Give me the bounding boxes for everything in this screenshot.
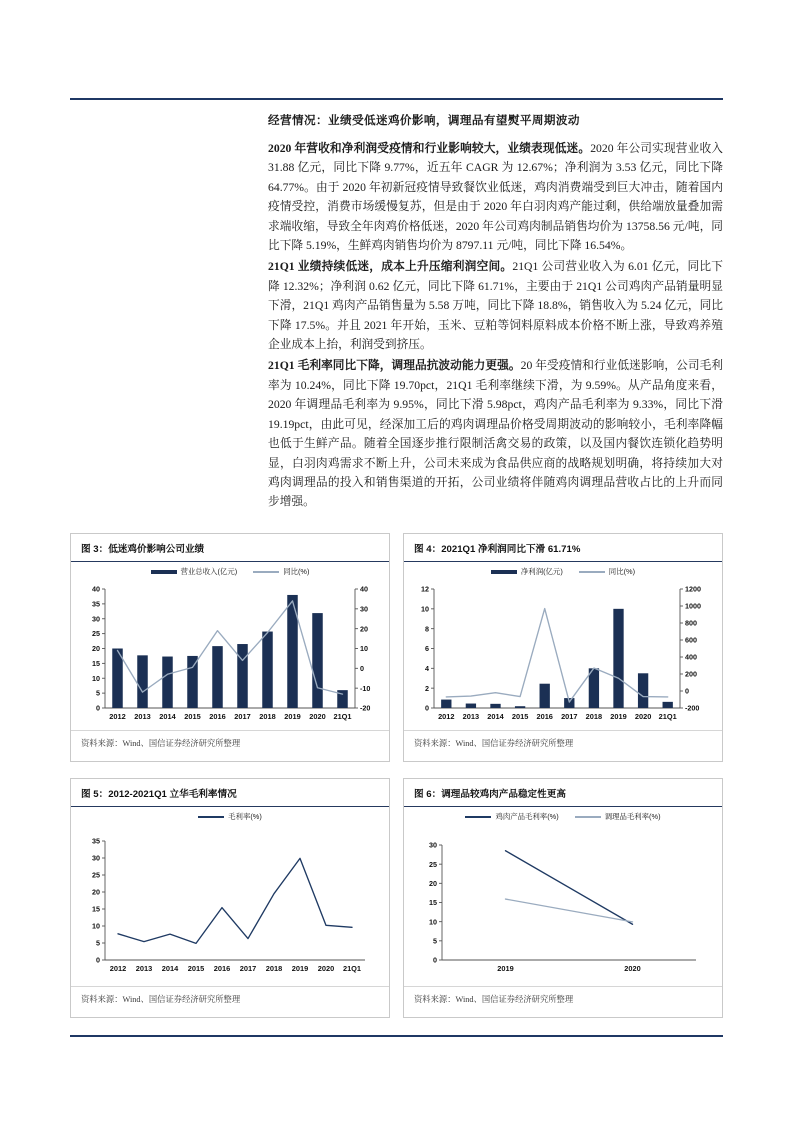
svg-text:21Q1: 21Q1 [333,712,352,721]
paragraph-2-lead: 21Q1 业绩持续低迷，成本上升压缩利润空间。 [268,260,513,274]
svg-text:20: 20 [92,887,100,897]
svg-text:2019: 2019 [610,712,627,721]
svg-text:21Q1: 21Q1 [342,964,362,973]
svg-text:35: 35 [92,599,100,609]
paragraph-2 [268,257,723,354]
svg-text:10: 10 [421,604,429,614]
legend-label: 同比(%) [283,567,310,576]
svg-text:2019: 2019 [284,712,301,721]
legend-label: 调理品毛利率(%) [604,812,661,821]
figure-3 [70,533,390,762]
svg-text:0: 0 [360,663,364,673]
svg-text:20: 20 [92,644,100,654]
figure-3-source: 资料来源：Wind、国信证券经济研究所整理 [71,730,389,754]
svg-text:0: 0 [685,686,689,696]
paragraph-3-body: 20 年受疫情和行业低迷影响，公司毛利率为 10.24%，同比下降 19.70pct，21Q1 毛利率继续下滑，为 9.59%。从产品角度来看，2020 年调理品毛利率为 9.95%，同比下滑 5.98pct，鸡肉产品毛利率为 9.33%，同比下滑 19.19pct，由此可见，经深加工后的鸡肉调理品价格受周期波动的影响较小，毛利率降幅也低于生鲜产品。随着全国逐步推行限制活禽交易的政策，以及国内餐饮连锁化趋势明显，白羽肉鸡需求不断上升，公司未来成为食品供应商的战略规划明确，将持续加大对鸡肉调理品的投入和销售渠道的开拓，公司业绩将伴随鸡肉调理品营收占比的上升而同步增强。 [268,359,723,509]
svg-text:35: 35 [92,836,100,846]
svg-text:30: 30 [429,840,437,850]
svg-text:2: 2 [425,683,429,693]
figure-6 [403,778,723,1018]
legend-label: 鸡肉产品毛利率(%) [495,812,559,821]
figure-4-title: 图 4：2021Q1 净利润同比下滑 61.71% [404,534,722,562]
svg-text:2016: 2016 [213,964,231,973]
figure-4-plot-area [404,562,722,730]
svg-text:10: 10 [360,644,368,654]
svg-text:2015: 2015 [184,712,201,721]
svg-text:0: 0 [433,955,437,965]
svg-text:2012: 2012 [109,964,127,973]
paragraph-1-body: 2020 年公司实现营业收入 31.88 亿元，同比下降 9.77%，近五年 CAGR 为 12.67%；净利润为 3.53 亿元，同比下降 64.77%。由于 2020 年初新冠疫情导致餐饮业低迷，鸡肉消费端受到巨大冲击，随着国内疫情受控，消费市场缓慢复苏，但是由于 2020 年白羽肉鸡产能过剩，供给端放量叠加需求端收缩，导致全年肉鸡价格低迷，2020 年公司鸡肉制品销售均价为 13758.56 元/吨，同比下降 5.19%，生鲜鸡肉销售均价为 8797.11 元/吨，同比下降 16.54%。 [268,142,723,253]
svg-text:2012: 2012 [438,712,455,721]
svg-text:2016: 2016 [536,712,553,721]
article-body [268,112,723,514]
svg-text:5: 5 [96,688,100,698]
svg-text:0: 0 [96,955,100,965]
svg-text:10: 10 [429,917,437,927]
svg-text:1000: 1000 [685,601,701,611]
legend-label: 净利润(亿元) [520,567,563,576]
svg-text:15: 15 [92,658,100,668]
svg-text:0: 0 [96,703,100,713]
svg-text:30: 30 [92,853,100,863]
figure-6-source: 资料来源：Wind、国信证券经济研究所整理 [404,986,722,1010]
svg-text:15: 15 [429,898,437,908]
svg-text:8: 8 [425,624,429,634]
svg-text:2017: 2017 [234,712,251,721]
figure-5 [70,778,390,1018]
svg-text:21Q1: 21Q1 [658,712,677,721]
figure-5-title: 图 5：2012-2021Q1 立华毛利率情况 [71,779,389,807]
figure-5-chart [71,807,389,986]
svg-text:2015: 2015 [187,964,205,973]
svg-text:2020: 2020 [309,712,326,721]
svg-text:2014: 2014 [161,964,179,973]
svg-text:4: 4 [425,663,429,673]
svg-text:20: 20 [429,878,437,888]
svg-text:5: 5 [96,938,100,948]
svg-text:800: 800 [685,618,697,628]
svg-text:25: 25 [92,870,100,880]
svg-text:15: 15 [92,904,100,914]
figure-4-source: 资料来源：Wind、国信证券经济研究所整理 [404,730,722,754]
legend-label: 营业总收入(亿元) [180,567,238,576]
svg-text:-20: -20 [360,703,371,713]
figure-4-chart [404,562,722,730]
figure-6-title: 图 6：调理品较鸡肉产品稳定性更高 [404,779,722,807]
figure-3-chart [71,562,389,730]
svg-text:40: 40 [92,584,100,594]
svg-text:30: 30 [92,614,100,624]
paragraph-3-lead: 21Q1 毛利率同比下降，调理品抗波动能力更强。 [268,359,521,373]
svg-text:10: 10 [92,921,100,931]
svg-text:-200: -200 [685,703,700,713]
legend-label: 同比(%) [608,567,636,576]
figure-4 [403,533,723,762]
svg-text:30: 30 [360,604,368,614]
svg-text:2012: 2012 [109,712,126,721]
paragraph-1-lead: 2020 年营收和净利润受疫情和行业影响较大，业绩表现低迷。 [268,142,591,155]
svg-text:25: 25 [92,629,100,639]
svg-text:1200: 1200 [685,584,701,594]
svg-text:25: 25 [429,859,437,869]
svg-text:2014: 2014 [487,712,504,721]
svg-text:2018: 2018 [265,964,283,973]
svg-text:2018: 2018 [259,712,276,721]
svg-text:2013: 2013 [134,712,151,721]
svg-text:2020: 2020 [624,964,641,973]
svg-text:40: 40 [360,584,368,594]
paragraph-3 [268,356,723,511]
svg-text:2019: 2019 [291,964,309,973]
svg-text:2018: 2018 [585,712,603,721]
svg-text:2020: 2020 [317,964,335,973]
figure-6-chart [404,807,722,986]
figure-3-title: 图 3：低迷鸡价影响公司业绩 [71,534,389,562]
figure-5-source: 资料来源：Wind、国信证券经济研究所整理 [71,986,389,1010]
paragraph-1 [268,139,723,255]
svg-text:10: 10 [92,673,100,683]
svg-text:6: 6 [425,644,429,654]
figure-3-plot-area [71,562,389,730]
svg-text:2017: 2017 [239,964,257,973]
svg-text:2020: 2020 [634,712,652,721]
svg-text:2016: 2016 [209,712,226,721]
svg-text:2019: 2019 [497,964,514,973]
svg-text:2014: 2014 [159,712,176,721]
svg-text:600: 600 [685,635,697,645]
figure-6-plot-area [404,807,722,986]
svg-text:2015: 2015 [511,712,529,721]
figure-5-plot-area [71,807,389,986]
svg-text:2013: 2013 [462,712,480,721]
svg-text:200: 200 [685,669,697,679]
paragraph-2-body: 21Q1 公司营业收入为 6.01 亿元，同比下降 12.32%；净利润 0.62 亿元，同比下降 61.71%，主要由于 21Q1 公司鸡肉产品销量明显下滑，21Q1 鸡肉产品销售量为 5.58 万吨，同比下降 18.8%，销售收入为 5.24 亿元，同比下降 17.5%。并且 2021 年开始，玉米、豆粕等饲料原料成本价格不断上涨，导致鸡养殖企业成本上抬，利润受到挤压。 [268,260,723,352]
svg-text:5: 5 [433,936,437,946]
svg-text:2017: 2017 [561,712,578,721]
section-heading: 经营情况：业绩受低迷鸡价影响，调理品有望熨平周期波动 [268,114,580,127]
page-top-rule [70,98,723,100]
legend-label: 毛利率(%) [228,812,262,821]
page-bottom-rule [70,1035,723,1037]
svg-text:20: 20 [360,624,368,634]
svg-text:-10: -10 [360,683,371,693]
svg-text:2013: 2013 [135,964,153,973]
svg-text:400: 400 [685,652,697,662]
svg-text:12: 12 [421,584,429,594]
svg-text:0: 0 [425,703,429,713]
